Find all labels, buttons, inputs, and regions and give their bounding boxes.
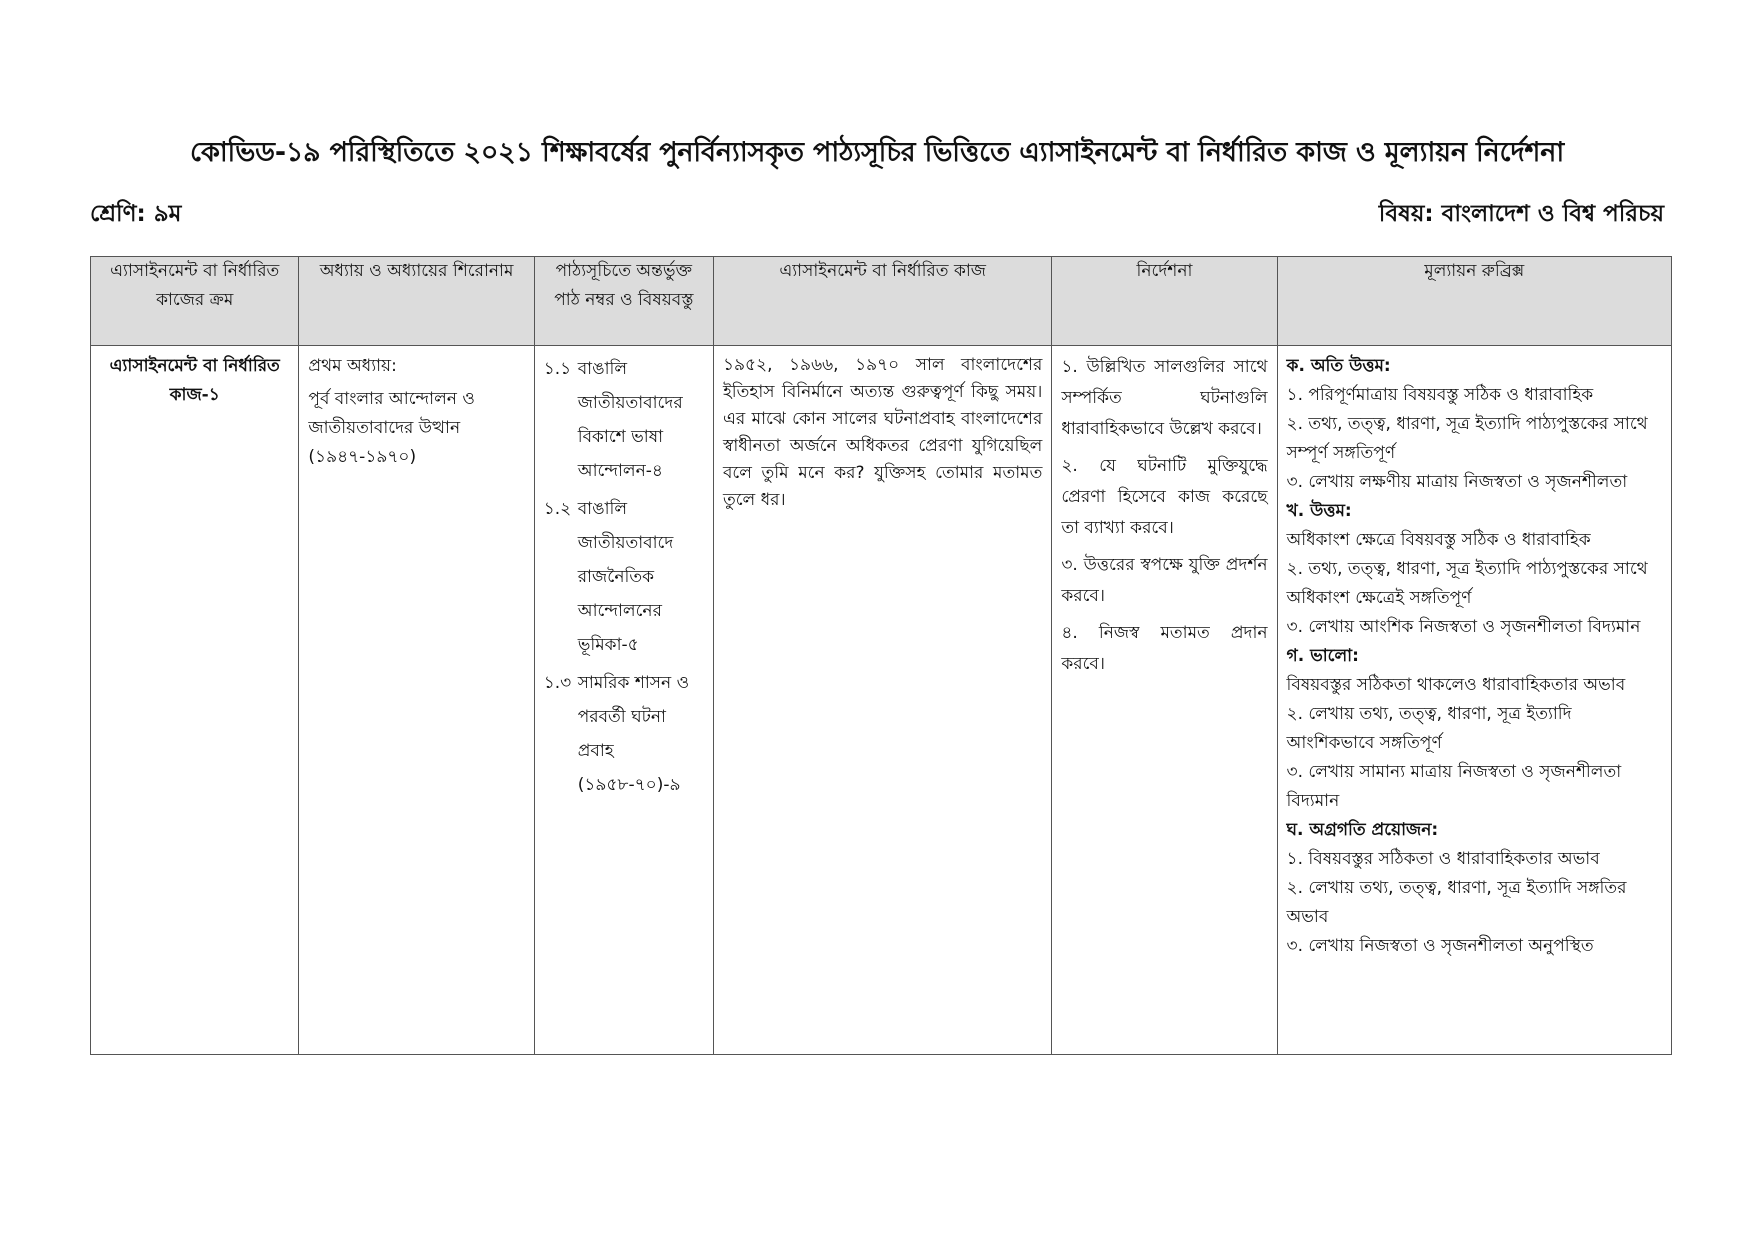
chapter-cell	[299, 346, 534, 1055]
lesson-text: বাঙালি জাতীয়তাবাদের বিকাশে ভাষা আন্দোলন-৪	[577, 359, 683, 481]
rubric-line: ৩. লেখায় আংশিক নিজস্বতা ও সৃজনশীলতা বিদ্যমান	[1286, 617, 1641, 637]
rubric-line: ২. তথ্য, তত্ত্ব, ধারণা, সূত্র ইত্যাদি পাঠ্যপুস্তকের সাথে সম্পূর্ণ সঙ্গতিপূর্ণ	[1286, 414, 1648, 463]
rubric-level-needs-improvement	[1287, 816, 1662, 961]
chapter-name: প্রথম অধ্যায়:	[308, 356, 397, 376]
rubric-line: ২. লেখায় তথ্য, তত্ত্ব, ধারণা, সূত্র ইত্যাদি সঙ্গতির অভাব	[1286, 878, 1627, 927]
meta-row	[90, 195, 1664, 234]
lesson-item	[544, 352, 704, 488]
rubric-line: ২. লেখায় তথ্য, তত্ত্ব, ধারণা, সূত্র ইত্যাদি আংশিকভাবে সঙ্গতিপূর্ণ	[1286, 704, 1572, 753]
header-rubric: মূল্যায়ন রুব্রিক্স	[1277, 257, 1671, 346]
instructions-cell	[1052, 346, 1277, 1055]
lesson-number: ১.২	[543, 499, 572, 519]
serial-cell	[91, 346, 299, 1055]
rubric-line: ২. তথ্য, তত্ত্ব, ধারণা, সূত্র ইত্যাদি পাঠ্যপুস্তকের সাথে অধিকাংশ ক্ষেত্রেই সঙ্গতিপূর্ণ	[1286, 559, 1648, 608]
header-serial: এ্যাসাইনমেন্ট বা নির্ধারিত কাজের ক্রম	[91, 257, 299, 346]
rubric-line: ১. বিষয়বস্তুর সঠিকতা ও ধারাবাহিকতার অভাব	[1286, 849, 1600, 869]
class-label: শ্রেণি: ৯ম	[90, 201, 182, 227]
rubric-heading: ক. অতি উত্তম:	[1286, 356, 1391, 376]
rubric-line: অধিকাংশ ক্ষেত্রে বিষয়বস্তু সঠিক ও ধারাবাহিক	[1286, 530, 1591, 550]
lesson-text: বাঙালি জাতীয়তাবাদে রাজনৈতিক আন্দোলনের ভূমিকা-৫	[577, 499, 674, 655]
rubric-line: বিষয়বস্তুর সঠিকতা থাকলেও ধারাবাহিকতার অভাব	[1286, 675, 1626, 695]
rubric-heading: ঘ. অগ্রগতি প্রয়োজন:	[1286, 820, 1439, 840]
rubric-heading: খ. উত্তম:	[1286, 501, 1352, 521]
rubric-level-good	[1287, 497, 1662, 642]
lesson-item	[544, 492, 704, 662]
instruction-item: ৩. উত্তরের স্বপক্ষে যুক্তি প্রদর্শন করবে।	[1061, 555, 1268, 606]
assignment-table	[90, 256, 1672, 1055]
task-text: ১৯৫২, ১৯৬৬, ১৯৭০ সাল বাংলাদেশের ইতিহাস বিনির্মানে অত্যন্ত গুরুত্বপূর্ণ কিছু সময়। এর মাঝে কোন সালের ঘটনাপ্রবাহ বাংলাদেশের স্বাধীনতা অর্জনে অধিকতর প্রেরণা যুগিয়েছিল বলে তুমি মনে কর? যুক্তিসহ তোমার মতামত তুলে ধর।	[722, 355, 1043, 510]
page-title: কোভিড-১৯ পরিস্থিতিতে ২০২১ শিক্ষাবর্ষের পুনর্বিন্যাসকৃত পাঠ্যসূচির ভিত্তিতে এ্যাসাইনমেন্ট বা নির্ধারিত কাজ ও মূল্যায়ন নির্দেশনা	[190, 137, 1564, 168]
lesson-number: ১.৩	[543, 673, 572, 693]
subject-label: বিষয়: বাংলাদেশ ও বিশ্ব পরিচয়	[1378, 201, 1664, 227]
header-lessons: পাঠ্যসূচিতে অন্তর্ভুক্ত পাঠ নম্বর ও বিষয়বস্তু	[534, 257, 713, 346]
table-row	[91, 346, 1672, 1055]
rubric-level-fair	[1287, 642, 1662, 816]
lessons-cell	[534, 346, 713, 1055]
header-task: এ্যাসাইনমেন্ট বা নির্ধারিত কাজ	[713, 257, 1051, 346]
rubric-heading: গ. ভালো:	[1286, 646, 1359, 666]
header-chapter: অধ্যায় ও অধ্যায়ের শিরোনাম	[299, 257, 534, 346]
lesson-number: ১.১	[543, 359, 572, 379]
rubric-line: ৩. লেখায় সামান্য মাত্রায় নিজস্বতা ও সৃজনশীলতা বিদ্যমান	[1286, 762, 1622, 811]
task-cell	[713, 346, 1051, 1055]
header-instructions: নির্দেশনা	[1052, 257, 1277, 346]
rubric-line: ৩. লেখায় নিজস্বতা ও সৃজনশীলতা অনুপস্থিত	[1286, 936, 1594, 956]
rubric-line: ৩. লেখায় লক্ষণীয় মাত্রায় নিজস্বতা ও সৃজনশীলতা	[1286, 472, 1628, 492]
lesson-text: সামরিক শাসন ও পরবর্তী ঘটনা প্রবাহ (১৯৫৮-৭০)-৯	[577, 673, 690, 795]
serial-text: এ্যাসাইনমেন্ট বা নির্ধারিত কাজ-১	[109, 356, 280, 405]
lesson-item	[544, 666, 704, 802]
instruction-item: ১. উল্লিখিত সালগুলির সাথে সম্পর্কিত ঘটনাগুলি ধারাবাহিকভাবে উল্লেখ করবে।	[1061, 357, 1268, 439]
instruction-item: ২. যে ঘটনাটি মুক্তিযুদ্ধে প্রেরণা হিসেবে কাজ করেছে তা ব্যাখ্যা করবে।	[1061, 456, 1268, 538]
chapter-title: পূর্ব বাংলার আন্দোলন ও জাতীয়তাবাদের উত্থান (১৯৪৭-১৯৭০)	[308, 389, 475, 467]
rubric-level-excellent	[1287, 352, 1662, 497]
rubric-cell	[1277, 346, 1671, 1055]
rubric-line: ১. পরিপূর্ণমাত্রায় বিষয়বস্তু সঠিক ও ধারাবাহিক	[1286, 385, 1594, 405]
table-header-row	[91, 257, 1672, 346]
instruction-item: ৪. নিজস্ব মতামত প্রদান করবে।	[1061, 623, 1268, 674]
